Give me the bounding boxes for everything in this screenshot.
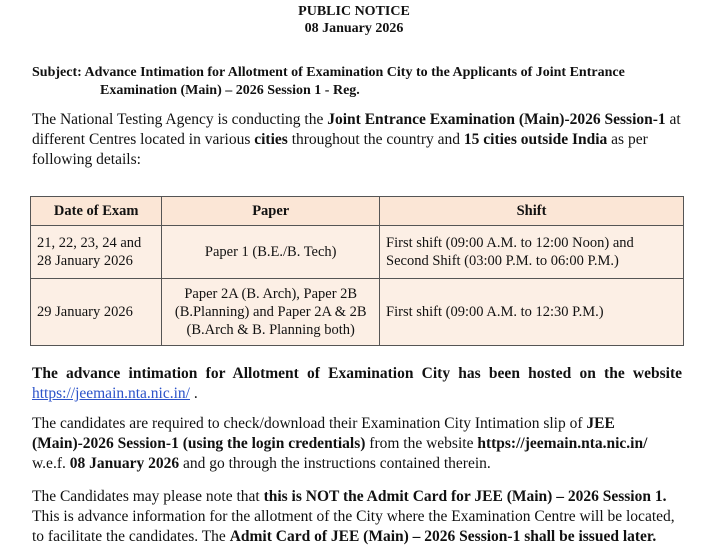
exam-schedule-table	[30, 196, 684, 346]
intro-foreign-cities: 15 cities outside India	[463, 131, 608, 148]
candidates-text-3: w.e.f.	[32, 455, 70, 472]
cell-paper: Paper 1 (B.E./B. Tech)	[162, 226, 380, 279]
table-row	[31, 279, 684, 346]
subject-line-2: Examination (Main) – 2026 Session 1 - Reg.	[100, 83, 360, 98]
candidates-paragraph	[32, 414, 682, 474]
intro-text-1: The National Testing Agency is conducting the	[32, 111, 328, 128]
candidates-website: https://jeemain.nta.nic.in/	[477, 435, 648, 452]
subject-line	[32, 64, 682, 100]
candidates-text-2: from the website	[365, 435, 478, 452]
intro-exam-name: Joint Entrance Examination (Main)-2026 Session-1	[327, 111, 666, 128]
note-admit-card-later: Admit Card of JEE (Main) – 2026 Session-1 shall be issued later.	[229, 528, 657, 545]
cell-shift: First shift (09:00 A.M. to 12:00 Noon) and Second Shift (03:00 P.M. to 06:00 P.M.)	[380, 226, 684, 279]
note-text-2: This is advance information for the allotment of the City where the Examination Centre will be located, to facilitate the candidates. The	[32, 508, 675, 545]
intro-text-4: as per following details:	[32, 131, 648, 168]
table-row	[31, 226, 684, 279]
candidates-text-4: and go through the instructions contained therein.	[179, 455, 491, 472]
candidates-date: 08 January 2026	[69, 455, 180, 472]
header-shift: Shift	[380, 197, 684, 226]
candidates-text-1: The candidates are required to check/download their Examination City Intimation slip of	[32, 415, 587, 432]
notice-date: 08 January 2026	[304, 21, 404, 36]
table-header-row	[31, 197, 684, 226]
advance-intimation-paragraph	[32, 364, 682, 404]
cell-date: 29 January 2026	[31, 279, 162, 346]
notice-title: PUBLIC NOTICE	[298, 4, 410, 19]
intro-text-3: throughout the country and	[287, 131, 464, 148]
cell-shift: First shift (09:00 A.M. to 12:30 P.M.)	[380, 279, 684, 346]
intro-text-2: at different Centres located in various	[32, 111, 681, 148]
intro-paragraph	[32, 110, 682, 170]
admit-card-note-paragraph	[32, 487, 682, 547]
note-text-1: The Candidates may please note that	[32, 488, 264, 505]
candidates-exam-name: JEE (Main)-2026 Session-1 (using the login credentials)	[32, 415, 615, 452]
note-not-admit-card: this is NOT the Admit Card for JEE (Main) – 2026 Session 1.	[263, 488, 667, 505]
website-link[interactable]: https://jeemain.nta.nic.in/	[32, 385, 190, 402]
cell-date: 21, 22, 23, 24 and 28 January 2026	[31, 226, 162, 279]
intro-cities: cities	[254, 131, 288, 148]
subject-line-1: Subject: Advance Intimation for Allotment of Examination City to the Applicants of Joint Entrance	[32, 65, 625, 80]
cell-paper: Paper 2A (B. Arch), Paper 2B (B.Planning) and Paper 2A & 2B (B.Arch & B. Planning both)	[162, 279, 380, 346]
advance-text: The advance intimation for Allotment of Examination City has been hosted on the website	[32, 365, 682, 382]
header-date-of-exam: Date of Exam	[31, 197, 162, 226]
advance-end: .	[189, 385, 198, 402]
header-paper: Paper	[162, 197, 380, 226]
